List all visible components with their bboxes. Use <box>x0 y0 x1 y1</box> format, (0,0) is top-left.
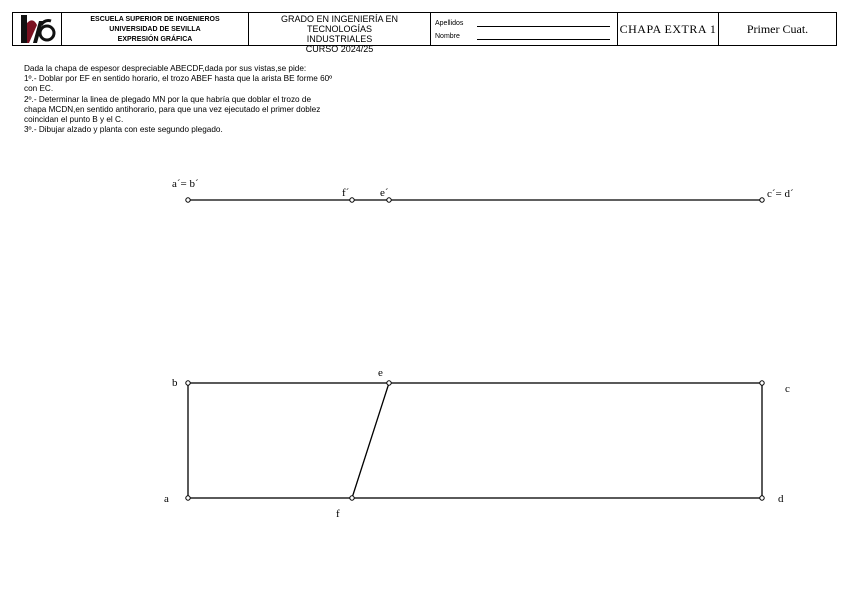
label-f-elevation: f´ <box>342 187 350 199</box>
degree-line-3: CURSO 2024/25 <box>305 44 374 54</box>
label-e-elevation: e´ <box>380 187 389 199</box>
school-line-2: UNIVERSIDAD DE SEVILLA <box>109 26 201 33</box>
point-e-plan <box>387 381 391 385</box>
statement-line: con EC. <box>24 84 54 94</box>
label-f-plan: f <box>336 508 340 520</box>
surname-label: Apellidos <box>435 20 464 27</box>
statement-line: 2º.- Determinar la linea de plegado MN por la que habría que doblar el trozo de <box>24 94 311 104</box>
statement-line: chapa MCDN,en sentido antihorario, para que una vez ejecutado el primer doblez <box>24 104 321 114</box>
label-ab-elevation: a´= b´ <box>172 178 199 190</box>
plan-rectangle <box>188 383 762 498</box>
label-d-plan: d <box>778 493 784 505</box>
label-e-plan: e <box>378 367 383 379</box>
label-a-plan: a <box>164 493 169 505</box>
degree-line-1: GRADO EN INGENIERÍA EN TECNOLOGÍAS <box>280 14 399 34</box>
point-ab-elevation <box>186 198 190 202</box>
point-c-plan <box>760 381 764 385</box>
statement-line: 1º.- Doblar por EF en sentido horario, el trozo ABEF hasta que la arista BE forme 60º <box>24 74 333 84</box>
point-f-plan <box>350 496 354 500</box>
statement-line: coincidan el punto B y el C. <box>24 115 124 125</box>
point-d-plan <box>760 496 764 500</box>
label-c-plan: c <box>785 383 790 395</box>
point-b-plan <box>186 381 190 385</box>
label-b-plan: b <box>172 377 178 389</box>
degree-line-2: INDUSTRIALES <box>306 34 373 44</box>
school-line-1: ESCUELA SUPERIOR DE INGENIEROS <box>90 16 220 23</box>
sheet-title: CHAPA EXTRA 1 <box>618 13 719 45</box>
point-a-plan <box>186 496 190 500</box>
fold-line-ef <box>352 383 389 498</box>
term-label: Primer Cuat. <box>746 21 809 36</box>
label-cd-elevation: c´= d´ <box>767 188 794 200</box>
point-f-elevation <box>350 198 354 202</box>
point-cd-elevation <box>760 198 764 202</box>
statement-line: Dada la chapa de espesor despreciable ABECDF,dada por sus vistas,se pide: <box>24 64 307 73</box>
name-label: Nombre <box>435 33 460 40</box>
school-line-3: EXPRESIÓN GRÁFICA <box>117 36 193 43</box>
statement-line: 3º.- Dibujar alzado y planta con este segundo plegado. <box>24 125 223 135</box>
